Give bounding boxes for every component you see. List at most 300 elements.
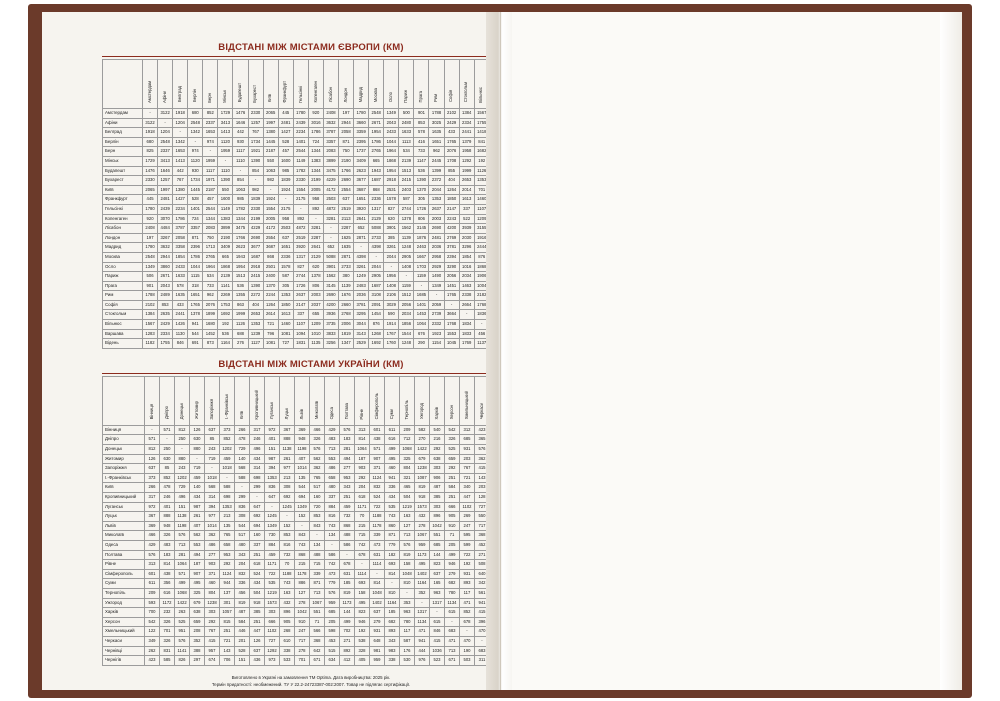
- distance-cell: 1766: [339, 166, 354, 176]
- distance-cell: 143: [475, 473, 490, 483]
- distance-cell: -: [308, 214, 323, 224]
- distance-cell: 1633: [173, 272, 188, 282]
- distance-cell: 486: [325, 464, 340, 474]
- distance-cell: 827: [384, 204, 399, 214]
- distance-cell: 903: [355, 464, 370, 474]
- distance-cell: 3044: [354, 320, 369, 330]
- distance-cell: 343: [385, 636, 400, 646]
- distance-cell: 1513: [399, 166, 414, 176]
- distance-cell: 1014: [205, 521, 220, 531]
- distance-cell: 2733: [369, 233, 384, 243]
- distance-cell: 483: [325, 435, 340, 445]
- distance-cell: 2548: [143, 252, 158, 262]
- distance-cell: 313: [355, 425, 370, 435]
- column-header: [399, 60, 414, 109]
- distance-cell: 373: [145, 473, 160, 483]
- distance-cell: 445: [278, 109, 293, 119]
- distance-cell: 2034: [459, 272, 474, 282]
- distance-cell: -: [445, 617, 460, 627]
- distance-cell: 277: [340, 464, 355, 474]
- distance-cell: 438: [370, 435, 385, 445]
- distance-cell: 1999: [459, 166, 474, 176]
- distance-cell: 2918: [384, 176, 399, 186]
- distance-cell: 1349: [429, 281, 444, 291]
- distance-cell: 868: [295, 550, 310, 560]
- distance-cell: 1682: [474, 147, 489, 157]
- distance-cell: 804: [205, 588, 220, 598]
- distance-cell: 1134: [415, 617, 430, 627]
- distance-cell: 407: [190, 521, 205, 531]
- distance-cell: 871: [310, 579, 325, 589]
- distance-cell: 2519: [293, 233, 308, 243]
- distance-cell: 508: [475, 560, 490, 570]
- distance-cell: 337: [459, 204, 474, 214]
- distance-cell: 1452: [203, 329, 218, 339]
- distance-cell: 504: [400, 493, 415, 503]
- column-header-label: Лісабон: [327, 87, 333, 103]
- distance-cell: 208: [190, 627, 205, 637]
- distance-cell: 215: [355, 521, 370, 531]
- distance-cell: 814: [160, 560, 175, 570]
- distance-cell: 810: [400, 579, 415, 589]
- distance-cell: 671: [445, 656, 460, 666]
- distance-cell: 901: [414, 109, 429, 119]
- distance-cell: 948: [160, 521, 175, 531]
- column-header-label: Будапешт: [237, 83, 243, 103]
- distance-cell: 127: [400, 521, 415, 531]
- column-header-label: Прага: [418, 90, 424, 103]
- distance-cell: 682: [385, 617, 400, 627]
- distance-cell: 140: [190, 483, 205, 493]
- distance-cell: 1268: [369, 329, 384, 339]
- distance-cell: 1178: [370, 521, 385, 531]
- distance-cell: 2958: [429, 252, 444, 262]
- row-header: Ужгород: [103, 598, 145, 608]
- distance-cell: 480: [235, 540, 250, 550]
- distance-cell: 1159: [414, 272, 429, 282]
- distance-cell: 571: [160, 425, 175, 435]
- distance-cell: 2175: [293, 195, 308, 205]
- distance-cell: 1868: [474, 262, 489, 272]
- distance-cell: 2076: [203, 300, 218, 310]
- table-row: [103, 512, 520, 522]
- distance-cell: 480: [325, 483, 340, 493]
- distance-cell: 2037: [308, 300, 323, 310]
- distance-cell: 203: [475, 483, 490, 493]
- distance-cell: 701: [474, 185, 489, 195]
- distance-cell: 314: [250, 464, 265, 474]
- distance-cell: 1342: [173, 137, 188, 147]
- distance-cell: 1317: [369, 204, 384, 214]
- distance-cell: 1997: [158, 185, 173, 195]
- distance-cell: 434: [385, 493, 400, 503]
- column-header: [218, 60, 233, 109]
- distance-cell: 135: [295, 473, 310, 483]
- distance-cell: 1355: [233, 291, 248, 301]
- distance-cell: 868: [263, 252, 278, 262]
- distance-cell: -: [233, 166, 248, 176]
- distance-cell: 1573: [265, 598, 280, 608]
- row-header: Лісабон: [103, 224, 143, 234]
- distance-cell: 356: [160, 579, 175, 589]
- distance-cell: 337: [325, 493, 340, 503]
- distance-cell: 972: [145, 502, 160, 512]
- distance-cell: 2272: [248, 291, 263, 301]
- distance-cell: 1127: [248, 339, 263, 349]
- distance-cell: 1914: [384, 320, 399, 330]
- distance-cell: 678: [460, 617, 475, 627]
- distance-cell: -: [235, 483, 250, 493]
- distance-cell: 2036: [354, 291, 369, 301]
- distance-cell: 1856: [399, 320, 414, 330]
- distance-cell: 2503: [278, 224, 293, 234]
- distance-cell: 326: [310, 435, 325, 445]
- table-row: [103, 291, 520, 301]
- distance-cell: 1765: [444, 291, 459, 301]
- distance-cell: 2139: [399, 156, 414, 166]
- row-header: Осло: [103, 262, 143, 272]
- table-row: [103, 483, 520, 493]
- distance-cell: 5088: [369, 224, 384, 234]
- distance-cell: 70: [355, 512, 370, 522]
- distance-cell: 2014: [459, 185, 474, 195]
- distance-cell: 804: [400, 464, 415, 474]
- distance-cell: 2287: [308, 233, 323, 243]
- row-header: Чернівці: [103, 646, 145, 656]
- distance-cell: 852: [160, 473, 175, 483]
- distance-cell: 1854: [459, 252, 474, 262]
- distance-cell: 1107: [474, 204, 489, 214]
- distance-cell: 2269: [218, 291, 233, 301]
- distance-cell: 868: [369, 185, 384, 195]
- row-header: Москва: [103, 252, 143, 262]
- distance-cell: 610: [280, 636, 295, 646]
- distance-cell: 517: [235, 531, 250, 541]
- distance-cell: 444: [415, 646, 430, 656]
- distance-cell: 488: [340, 531, 355, 541]
- distance-cell: -: [475, 636, 490, 646]
- distance-cell: 2003: [308, 291, 323, 301]
- row-header: Хмельницький: [103, 627, 145, 637]
- distance-cell: 598: [325, 627, 340, 637]
- distance-cell: 666: [445, 502, 460, 512]
- table-row: [103, 425, 520, 435]
- distance-cell: 368: [475, 531, 490, 541]
- distance-cell: 1018: [205, 473, 220, 483]
- distance-cell: 1687: [369, 281, 384, 291]
- table-row: [103, 128, 520, 138]
- distance-cell: 953: [340, 473, 355, 483]
- distance-cell: 576: [325, 588, 340, 598]
- distance-cell: 1918: [143, 128, 158, 138]
- distance-cell: 488: [310, 550, 325, 560]
- distance-cell: 1726: [293, 281, 308, 291]
- distance-cell: 338: [280, 646, 295, 656]
- distance-cell: 143: [220, 646, 235, 656]
- distance-cell: 599: [460, 540, 475, 550]
- distance-cell: 473: [325, 569, 340, 579]
- distance-cell: 1426: [173, 320, 188, 330]
- distance-cell: 433: [444, 128, 459, 138]
- row-header: Луцьк: [103, 512, 145, 522]
- distance-cell: 232: [160, 608, 175, 618]
- distance-cell: 853: [310, 512, 325, 522]
- distance-cell: 2481: [278, 118, 293, 128]
- distance-cell: 586: [325, 550, 340, 560]
- distance-cell: 1427: [278, 128, 293, 138]
- distance-cell: 713: [325, 445, 340, 455]
- distance-cell: 2765: [203, 252, 218, 262]
- distance-cell: 700: [145, 608, 160, 618]
- distance-cell: 959: [325, 598, 340, 608]
- row-header: Белград: [103, 128, 143, 138]
- distance-cell: 1107: [293, 320, 308, 330]
- distance-cell: 1173: [415, 550, 430, 560]
- distance-cell: 1353: [265, 473, 280, 483]
- distance-cell: 1036: [430, 646, 445, 656]
- table-row: [103, 224, 520, 234]
- distance-cell: 846: [430, 627, 445, 637]
- distance-cell: 655: [308, 310, 323, 320]
- distance-cell: 1390: [218, 176, 233, 186]
- distance-cell: 1819: [339, 329, 354, 339]
- distance-cell: 1198: [175, 521, 190, 531]
- distance-cell: 339: [370, 531, 385, 541]
- distance-cell: 721: [460, 473, 475, 483]
- distance-cell: -: [355, 560, 370, 570]
- distance-cell: 1063: [263, 166, 278, 176]
- distance-cell: 2441: [173, 310, 188, 320]
- distance-cell: 1422: [175, 598, 190, 608]
- distance-cell: 779: [325, 579, 340, 589]
- column-header-label: Амстердам: [146, 80, 152, 103]
- distance-cell: 750: [339, 147, 354, 157]
- distance-cell: 3735: [323, 320, 338, 330]
- distance-cell: 1102: [265, 627, 280, 637]
- distance-cell: 920: [143, 214, 158, 224]
- column-header: [205, 376, 220, 425]
- distance-cell: 1651: [278, 243, 293, 253]
- distance-cell: 2334: [459, 118, 474, 128]
- column-header-label: Берн: [207, 92, 213, 103]
- distance-cell: 727: [278, 339, 293, 349]
- distance-cell: 1868: [384, 156, 399, 166]
- distance-cell: 588: [235, 473, 250, 483]
- distance-cell: 1463: [459, 281, 474, 291]
- distance-cell: 1399: [429, 166, 444, 176]
- distance-cell: 317: [145, 493, 160, 503]
- distance-cell: 1124: [220, 569, 235, 579]
- distance-cell: 487: [430, 483, 445, 493]
- distance-cell: 2330: [248, 204, 263, 214]
- distance-cell: 893: [460, 579, 475, 589]
- distance-cell: 2444: [474, 243, 489, 253]
- distance-cell: 3787: [323, 128, 338, 138]
- distance-cell: 724: [308, 137, 323, 147]
- table-row: [103, 646, 520, 656]
- column-header: [143, 60, 158, 109]
- distance-cell: 2690: [248, 233, 263, 243]
- distance-cell: 587: [399, 195, 414, 205]
- distance-cell: 958: [308, 195, 323, 205]
- distance-cell: 1115: [188, 272, 203, 282]
- distance-cell: 1292: [265, 646, 280, 656]
- distance-cell: 1954: [369, 128, 384, 138]
- distance-cell: 743: [385, 512, 400, 522]
- distance-cell: 423: [475, 425, 490, 435]
- distance-cell: 1384: [459, 109, 474, 119]
- table-row: [103, 502, 520, 512]
- distance-cell: 134: [310, 540, 325, 550]
- distance-cell: 2332: [429, 320, 444, 330]
- distance-cell: 326: [160, 636, 175, 646]
- distance-cell: 1839: [278, 176, 293, 186]
- column-header-label: Афіни: [161, 90, 167, 103]
- distance-cell: 353: [400, 598, 415, 608]
- distance-cell: 434: [250, 579, 265, 589]
- distance-cell: 972: [265, 425, 280, 435]
- distance-cell: 2554: [263, 233, 278, 243]
- distance-cell: 2190: [339, 156, 354, 166]
- table-row: [103, 156, 520, 166]
- column-header: [145, 376, 160, 425]
- distance-cell: -: [143, 109, 158, 119]
- distance-cell: 165: [430, 579, 445, 589]
- column-header-label: Сімферополь: [373, 392, 379, 420]
- distance-cell: 868: [340, 521, 355, 531]
- distance-cell: 1408: [399, 262, 414, 272]
- distance-cell: 876: [369, 320, 384, 330]
- distance-cell: 1476: [143, 166, 158, 176]
- distance-cell: 588: [220, 483, 235, 493]
- column-header-label: Вінниця: [148, 403, 154, 420]
- distance-cell: 404: [248, 300, 263, 310]
- distance-cell: 471: [415, 627, 430, 637]
- distance-cell: 683: [445, 627, 460, 637]
- distance-cell: 292: [430, 445, 445, 455]
- row-header: Житомир: [103, 454, 145, 464]
- distance-cell: 117: [460, 588, 475, 598]
- distance-cell: 648: [370, 636, 385, 646]
- distance-cell: 3122: [143, 118, 158, 128]
- distance-cell: 197: [339, 109, 354, 119]
- distance-cell: 1513: [233, 272, 248, 282]
- distance-cell: 301: [220, 598, 235, 608]
- distance-cell: 2336: [278, 252, 293, 262]
- distance-cell: 3781: [444, 243, 459, 253]
- distance-cell: 279: [370, 617, 385, 627]
- table-row: [103, 464, 520, 474]
- distance-cell: 1067: [415, 531, 430, 541]
- distance-cell: 1141: [175, 646, 190, 656]
- distance-cell: 767: [460, 464, 475, 474]
- distance-cell: 637: [205, 425, 220, 435]
- distance-cell: 886: [295, 579, 310, 589]
- distance-cell: 578: [414, 128, 429, 138]
- distance-cell: 693: [385, 560, 400, 570]
- distance-cell: 880: [175, 454, 190, 464]
- distance-cell: 987: [265, 454, 280, 464]
- distance-cell: 2337: [158, 147, 173, 157]
- distance-cell: 1676: [339, 291, 354, 301]
- table-row: [103, 445, 520, 455]
- distance-cell: 266: [145, 483, 160, 493]
- distance-cell: 1451: [444, 281, 459, 291]
- column-header: [235, 376, 250, 425]
- table-row: [103, 656, 520, 666]
- distance-cell: 415: [475, 608, 490, 618]
- distance-cell: 268: [280, 627, 295, 637]
- distance-cell: 465: [400, 483, 415, 493]
- distance-cell: 1578: [278, 262, 293, 272]
- distance-cell: 576: [475, 445, 490, 455]
- distance-cell: 880: [190, 445, 205, 455]
- distance-cell: 2544: [203, 204, 218, 214]
- distance-cell: 1087: [415, 473, 430, 483]
- distance-cell: 584: [235, 617, 250, 627]
- distance-cell: 1353: [474, 176, 489, 186]
- distance-cell: 328: [355, 646, 370, 656]
- distance-cell: 1753: [218, 300, 233, 310]
- distance-cell: 535: [385, 502, 400, 512]
- book-spine-line: [500, 12, 501, 690]
- table-row: [103, 176, 520, 186]
- distance-cell: 160: [310, 493, 325, 503]
- distance-cell: 1959: [218, 147, 233, 157]
- distance-cell: 733: [414, 147, 429, 157]
- distance-cell: 1182: [143, 339, 158, 349]
- distance-cell: 907: [190, 569, 205, 579]
- distance-cell: 767: [248, 128, 263, 138]
- distance-cell: 896: [280, 608, 295, 618]
- distance-cell: 362: [205, 531, 220, 541]
- column-header-label: Стокгольм: [463, 82, 469, 103]
- distance-cell: 679: [415, 454, 430, 464]
- distance-cell: 2044: [369, 262, 384, 272]
- distance-cell: 515: [325, 646, 340, 656]
- distance-cell: 953: [220, 550, 235, 560]
- distance-cell: 343: [340, 483, 355, 493]
- distance-cell: 1916: [474, 233, 489, 243]
- row-header: Берлін: [103, 137, 143, 147]
- distance-cell: 692: [250, 512, 265, 522]
- distance-cell: 1245: [280, 502, 295, 512]
- distance-cell: 2635: [158, 310, 173, 320]
- distance-cell: 340: [460, 483, 475, 493]
- distance-cell: 318: [188, 281, 203, 291]
- distance-cell: 2415: [248, 272, 263, 282]
- distance-cell: 640: [475, 569, 490, 579]
- distance-cell: 1633: [399, 128, 414, 138]
- distance-cell: 432: [280, 598, 295, 608]
- distance-cell: 1401: [188, 204, 203, 214]
- distance-cell: 205: [325, 617, 340, 627]
- column-header-label: Харків: [433, 406, 439, 420]
- distance-cell: 487: [235, 608, 250, 618]
- distance-cell: 308: [280, 483, 295, 493]
- distance-cell: 134: [325, 531, 340, 541]
- distance-cell: 1635: [429, 128, 444, 138]
- distance-cell: 698: [220, 493, 235, 503]
- distance-cell: 503: [460, 656, 475, 666]
- distance-cell: 2623: [354, 166, 369, 176]
- distance-cell: 2481: [158, 195, 173, 205]
- distance-cell: 2091: [369, 300, 384, 310]
- distance-cell: 3677: [248, 243, 263, 253]
- distance-cell: 251: [340, 493, 355, 503]
- distance-cell: 724: [188, 214, 203, 224]
- distance-cell: 3899: [323, 156, 338, 166]
